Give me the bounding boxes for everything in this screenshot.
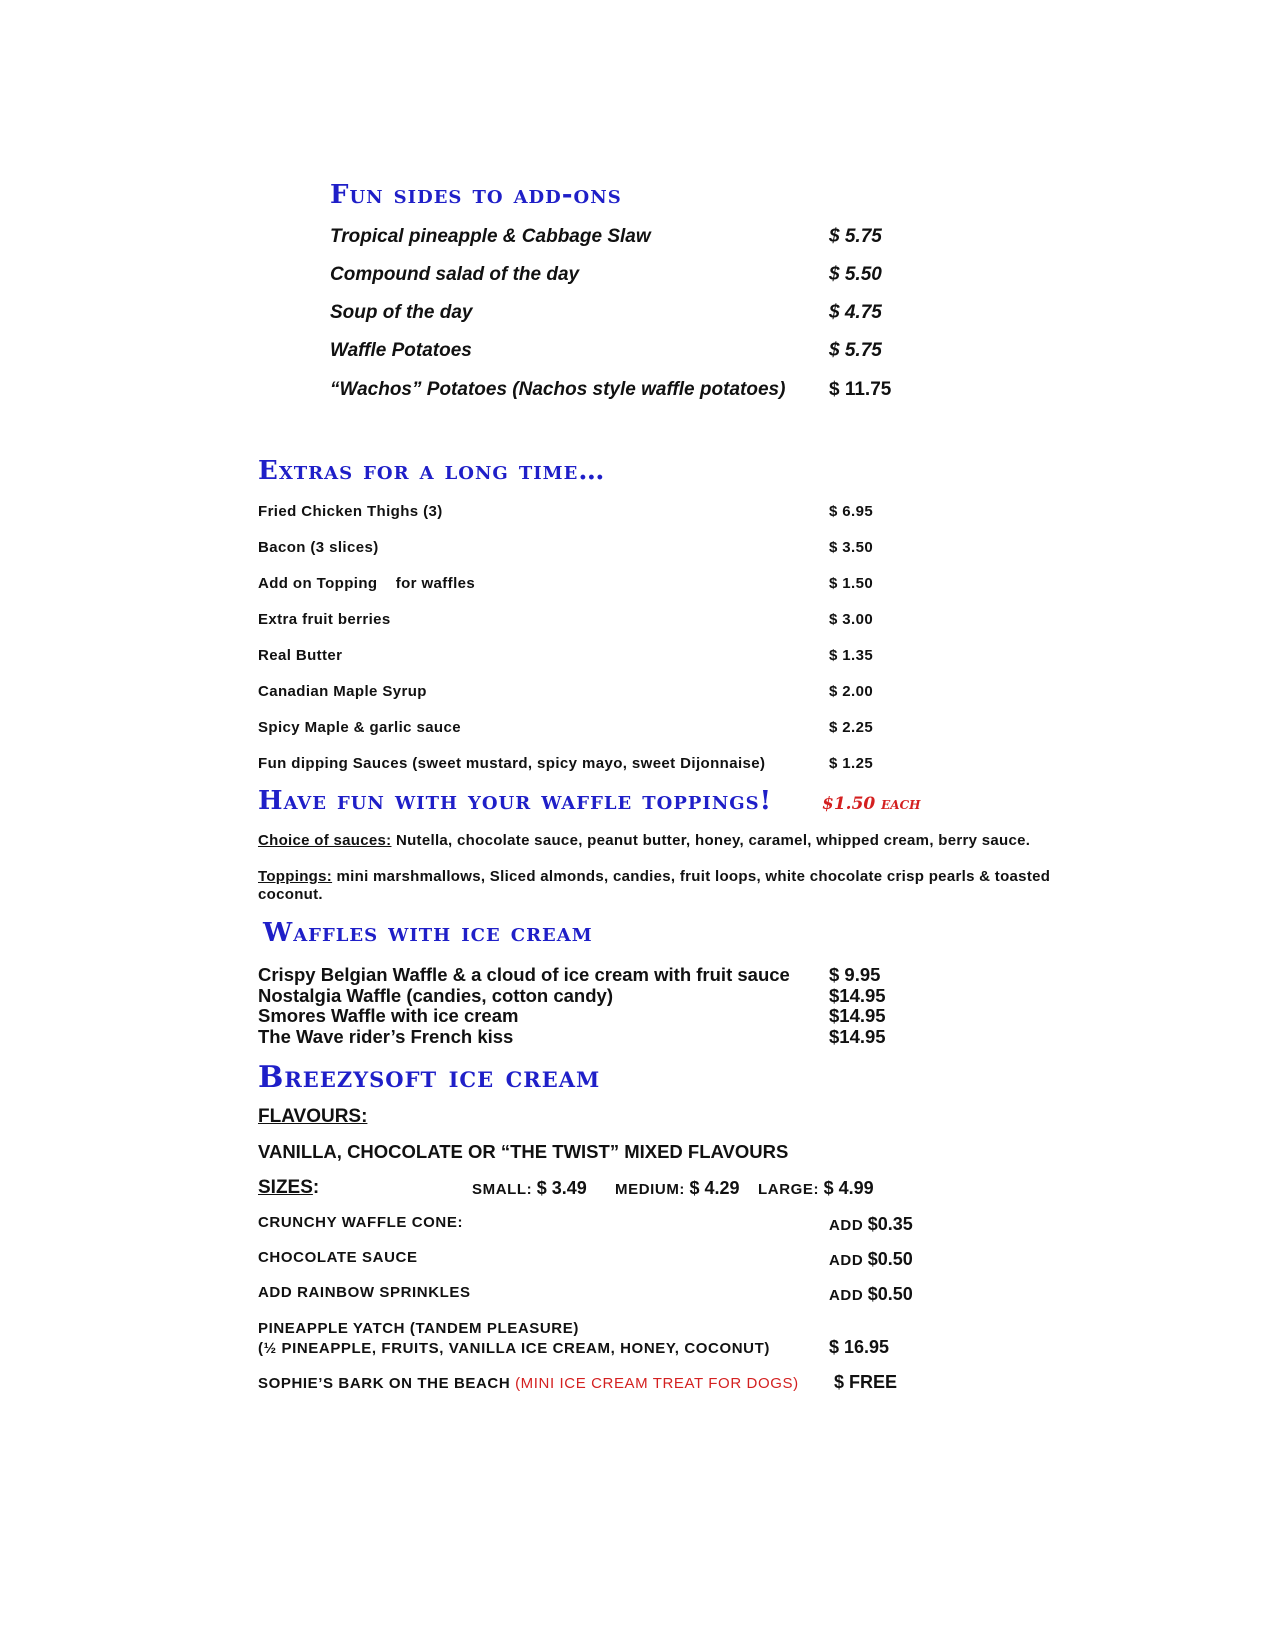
toppings-label: Toppings:	[258, 868, 333, 885]
size-medium-price: $ 4.29	[689, 1178, 740, 1198]
list-item	[0, 302, 1275, 326]
sauces-line	[258, 832, 1030, 849]
pineapple-desc: (½ PINEAPPLE, FRUITS, VANILLA ICE CREAM, HONEY, COCONUT)	[258, 1340, 770, 1357]
item-price: $ 1.50	[829, 575, 874, 592]
sophie-price: $ FREE	[834, 1372, 898, 1392]
item-price: $14.95	[829, 1026, 886, 1047]
pineapple-title: PINEAPPLE YATCH (TANDEM PLEASURE)	[258, 1320, 579, 1337]
addon-price	[829, 1249, 913, 1270]
item-name: Canadian Maple Syrup	[258, 683, 427, 700]
list-item	[0, 340, 1275, 364]
list-item	[0, 1249, 1275, 1273]
breezysoft-heading: Breezysoft ice cream	[258, 1060, 601, 1095]
item-name: Bacon (3 slices)	[258, 539, 379, 556]
fun-sides-heading: Fun sides to add-ons	[330, 180, 622, 210]
toppings-heading: Have fun with your waffle toppings!	[258, 786, 773, 816]
addon-price	[829, 1284, 913, 1305]
sophie-note: (MINI ICE CREAM TREAT FOR DOGS)	[515, 1375, 799, 1392]
item-price: $ 4.75	[829, 302, 882, 323]
size-small	[472, 1178, 587, 1199]
toppings-price-note: $1.50 each	[822, 794, 921, 814]
addon-add: ADD	[829, 1217, 864, 1234]
list-item	[0, 1026, 1275, 1050]
size-medium	[615, 1178, 740, 1199]
addon-name: CRUNCHY WAFFLE CONE:	[258, 1214, 464, 1231]
size-large-price: $ 4.99	[823, 1178, 874, 1198]
list-item	[0, 1284, 1275, 1308]
addon-amount: $0.50	[867, 1284, 913, 1304]
item-price: $ 5.75	[829, 226, 882, 247]
addon-price	[829, 1214, 913, 1235]
addon-name: ADD RAINBOW SPRINKLES	[258, 1284, 471, 1301]
item-name: Crispy Belgian Waffle & a cloud of ice cream with fruit sauce	[258, 964, 790, 985]
toppings-line	[258, 868, 1050, 885]
item-name: Add on Topping for waffles	[258, 575, 476, 592]
item-price: $ 1.35	[829, 647, 874, 664]
flavours-label: FLAVOURS:	[258, 1106, 368, 1127]
addon-add: ADD	[829, 1252, 864, 1269]
pineapple-price: $ 16.95	[829, 1337, 890, 1357]
addon-amount: $0.35	[867, 1214, 913, 1234]
item-price: $ 2.00	[829, 683, 874, 700]
item-name: Extra fruit berries	[258, 611, 391, 628]
item-price: $ 1.25	[829, 755, 874, 772]
list-item	[0, 1214, 1275, 1238]
item-price: $ 5.50	[829, 264, 882, 285]
extras-heading: Extras for a long time…	[258, 456, 606, 486]
item-price: $ 2.25	[829, 719, 874, 736]
toppings-text-continued: coconut.	[258, 886, 323, 903]
item-name: Fried Chicken Thighs (3)	[258, 503, 443, 520]
item-price: $ 6.95	[829, 503, 874, 520]
list-item	[0, 503, 1275, 527]
item-price: $ 9.95	[829, 964, 881, 985]
size-small-label: SMALL:	[472, 1181, 533, 1198]
item-name: Tropical pineapple & Cabbage Slaw	[330, 226, 651, 247]
list-item	[0, 264, 1275, 288]
item-name: The Wave rider’s French kiss	[258, 1026, 514, 1047]
item-name: “Wachos” Potatoes (Nachos style waffle potatoes)	[330, 379, 786, 400]
list-item	[0, 575, 1275, 599]
item-name: Spicy Maple & garlic sauce	[258, 719, 461, 736]
list-item	[0, 719, 1275, 743]
addon-amount: $0.50	[867, 1249, 913, 1269]
size-large	[758, 1178, 874, 1199]
list-item	[0, 683, 1275, 707]
sauces-text: Nutella, chocolate sauce, peanut butter, honey, caramel, whipped cream, berry sauce.	[391, 832, 1031, 849]
item-price: $ 5.75	[829, 340, 882, 361]
list-item	[0, 539, 1275, 563]
item-name: Compound salad of the day	[330, 264, 580, 285]
list-item	[0, 755, 1275, 779]
item-name: Fun dipping Sauces (sweet mustard, spicy mayo, sweet Dijonnaise)	[258, 755, 766, 772]
sauces-label: Choice of sauces:	[258, 832, 392, 849]
addon-add: ADD	[829, 1287, 864, 1304]
item-name: Smores Waffle with ice cream	[258, 1005, 519, 1026]
item-name: Nostalgia Waffle (candies, cotton candy)	[258, 985, 613, 1006]
size-large-label: LARGE:	[758, 1181, 820, 1198]
list-item	[0, 647, 1275, 671]
addon-name: CHOCOLATE SAUCE	[258, 1249, 418, 1266]
sizes-label-text: SIZES	[258, 1177, 313, 1198]
toppings-text: mini marshmallows, Sliced almonds, candies, fruit loops, white chocolate crisp pearls & toasted	[332, 868, 1051, 885]
item-name: Real Butter	[258, 647, 343, 664]
item-name: Waffle Potatoes	[330, 340, 472, 361]
size-medium-label: MEDIUM:	[615, 1181, 686, 1198]
item-name: Soup of the day	[330, 302, 473, 323]
item-price: $ 11.75	[829, 379, 892, 400]
flavours-text: VANILLA, CHOCOLATE OR “THE TWIST” MIXED FLAVOURS	[258, 1141, 789, 1162]
item-price: $ 3.50	[829, 539, 874, 556]
sophie-line	[258, 1375, 799, 1392]
size-small-price: $ 3.49	[536, 1178, 587, 1198]
sizes-label	[258, 1177, 319, 1199]
list-item	[0, 611, 1275, 635]
list-item	[0, 379, 1275, 403]
item-price: $14.95	[829, 985, 886, 1006]
waffles-ice-cream-heading: Waffles with ice cream	[263, 918, 593, 948]
sizes-colon: :	[312, 1177, 320, 1198]
list-item	[0, 226, 1275, 250]
item-price: $14.95	[829, 1005, 886, 1026]
sophie-name: SOPHIE’S BARK ON THE BEACH	[258, 1375, 511, 1392]
item-price: $ 3.00	[829, 611, 874, 628]
